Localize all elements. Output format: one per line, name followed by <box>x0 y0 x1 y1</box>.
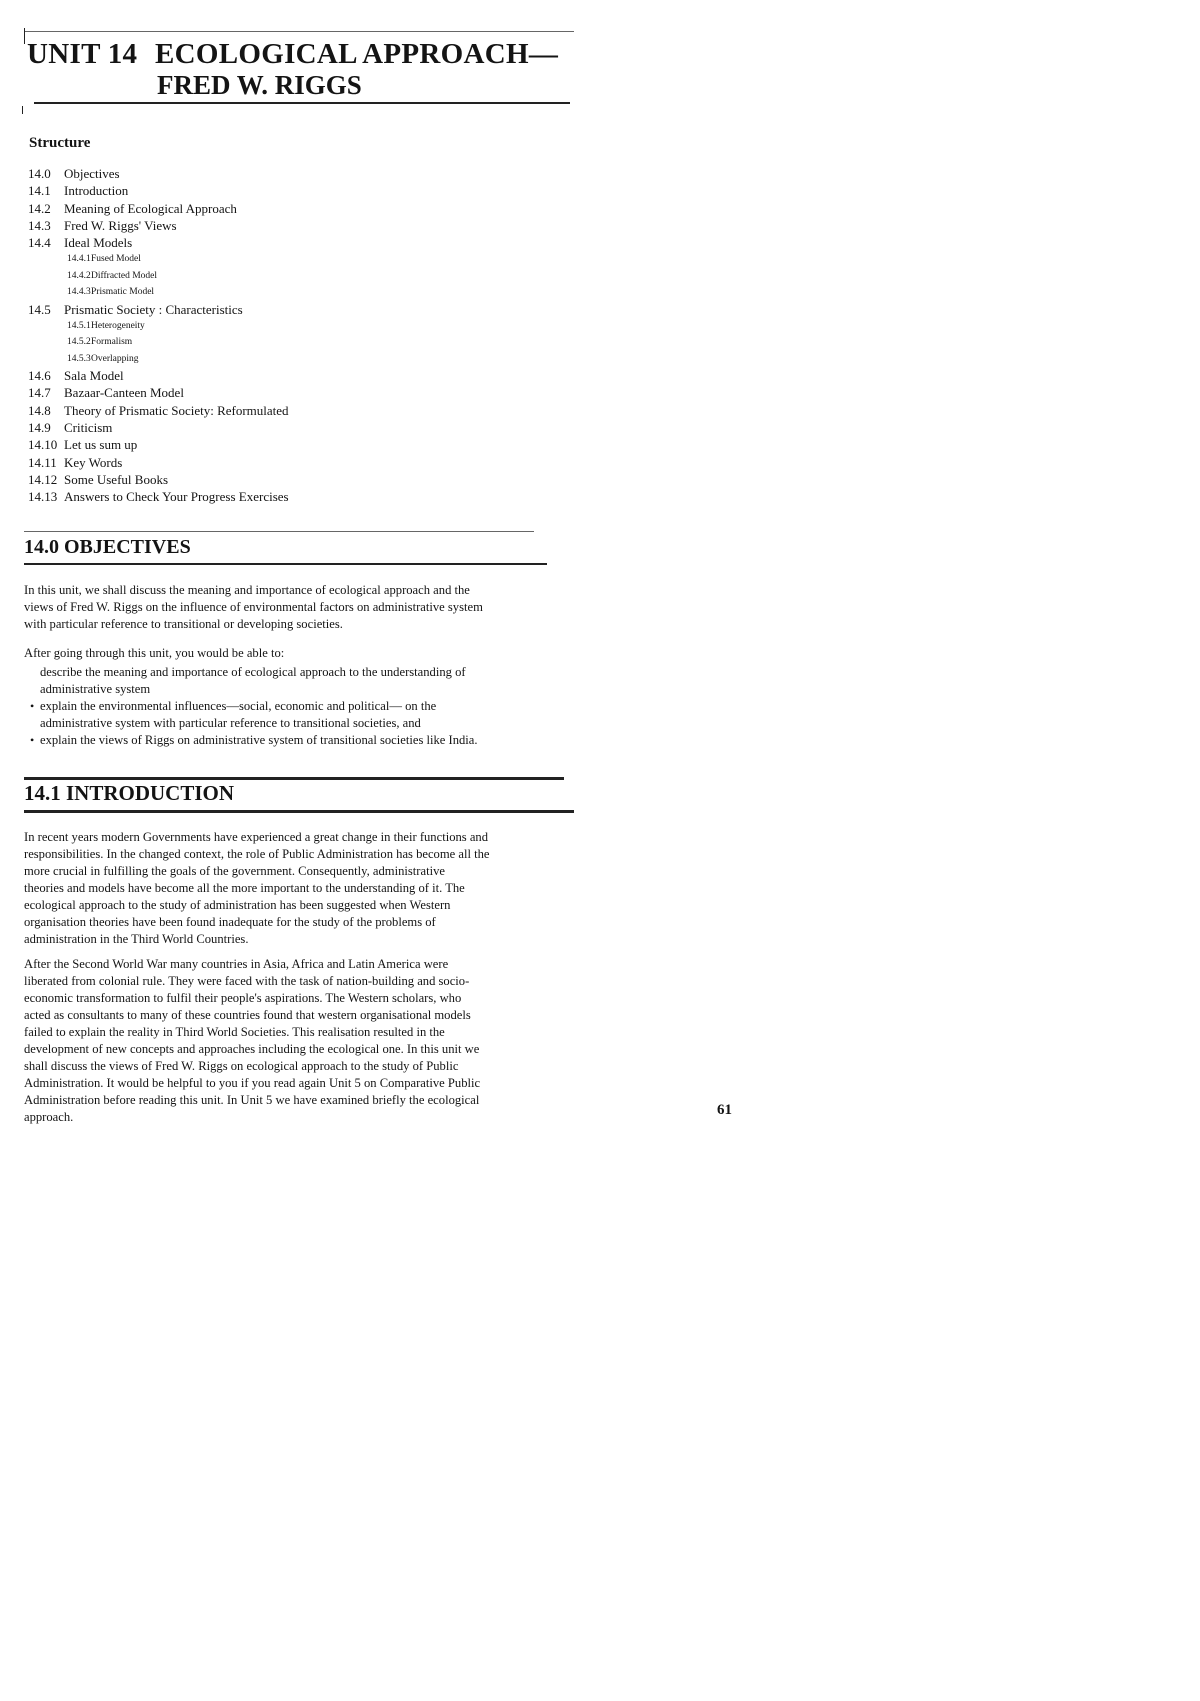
structure-subitem <box>28 268 289 284</box>
structure-item <box>28 217 289 234</box>
objectives-lead-in: After going through this unit, you would be able to: <box>24 646 285 660</box>
paragraph-line: After the Second World War many countries in Asia, Africa and Latin America were <box>24 957 449 971</box>
structure-item-label: Fred W. Riggs' Views <box>64 217 177 233</box>
paragraph-line: In this unit, we shall discuss the meaning and importance of ecological approach and the <box>24 583 470 597</box>
structure-item-number: 14.5.3 <box>67 353 91 364</box>
structure-item-label: Fused Model <box>91 254 141 265</box>
paragraph-line: responsibilities. In the changed context, the role of Public Administration has become all the <box>24 847 490 861</box>
structure-item-label: Prismatic Society : Characteristics <box>64 301 243 317</box>
unit-title-line2: FRED W. RIGGS <box>157 70 362 100</box>
paragraph-line: views of Fred W. Riggs on the influence of environmental factors on administrative system <box>24 600 483 614</box>
paragraph-line: Administration. It would be helpful to you if you read again Unit 5 on Comparative Public <box>24 1076 481 1090</box>
objectives-bottom-rule <box>24 563 547 565</box>
structure-item-number: 14.6 <box>28 368 51 384</box>
bullet-line: explain the environmental influences—social, economic and political— on the <box>40 699 437 713</box>
bullet-icon: • <box>30 733 35 747</box>
structure-item-label: Prismatic Model <box>91 287 155 298</box>
structure-item-label: Objectives <box>64 166 120 181</box>
paragraph-line: acted as consultants to many of these countries found that western organisational models <box>24 1008 471 1022</box>
paragraph-line: organisation theories have been found inadequate for the study of the problems of <box>24 915 436 929</box>
structure-item-number: 14.10 <box>28 437 58 453</box>
structure-item-number: 14.4.2 <box>67 270 91 281</box>
unit-title-line1: ECOLOGICAL APPROACH— <box>155 38 559 70</box>
paragraph-line: administration in the Third World Countries. <box>24 932 249 946</box>
paragraph-line: shall discuss the views of Fred W. Riggs on ecological approach to the study of Public <box>24 1059 459 1073</box>
structure-item-label: Sala Model <box>64 368 124 384</box>
structure-item <box>28 384 289 401</box>
paragraph-line: theories and models have become all the more important to the understanding of it. The <box>24 881 465 895</box>
structure-item-number: 14.5.2 <box>67 337 91 348</box>
structure-list <box>28 165 289 506</box>
bullet-line: describe the meaning and importance of ecological approach to the understanding of <box>40 665 466 679</box>
objective-bullet <box>24 664 478 698</box>
structure-item-label: Formalism <box>91 337 133 348</box>
header-left-tick <box>24 28 25 44</box>
structure-item-label: Theory of Prismatic Society: Reformulated <box>64 402 289 418</box>
header-bottom-rule <box>34 102 570 104</box>
page-number: 61 <box>717 1102 732 1118</box>
structure-item <box>28 402 289 419</box>
structure-subitem <box>28 318 289 334</box>
header-top-rule <box>24 31 574 32</box>
structure-item-number: 14.5.1 <box>67 320 91 331</box>
structure-item-number: 14.0 <box>28 166 51 181</box>
bullet-icon: • <box>30 699 35 713</box>
structure-item-number: 14.12 <box>28 471 58 487</box>
objective-bullet <box>24 698 478 732</box>
unit-label: UNIT 14 <box>27 38 138 70</box>
structure-subitem <box>28 334 289 350</box>
structure-subitem <box>28 251 289 267</box>
paragraph-line: In recent years modern Governments have experienced a great change in their functions and <box>24 830 489 844</box>
structure-item-label: Key Words <box>64 454 123 470</box>
structure-item-number: 14.8 <box>28 402 51 418</box>
structure-item-label: Meaning of Ecological Approach <box>64 200 237 216</box>
structure-item-label: Let us sum up <box>64 437 138 453</box>
bullet-line: explain the views of Riggs on administrative system of transitional societies like India. <box>40 733 478 747</box>
bullet-line: administrative system <box>40 682 151 696</box>
structure-item-number: 14.4 <box>28 235 51 251</box>
structure-item-label: Diffracted Model <box>91 270 158 281</box>
structure-item-label: Overlapping <box>91 353 139 364</box>
introduction-paragraph-1 <box>24 829 490 948</box>
structure-item-number: 14.7 <box>28 385 51 401</box>
structure-item-label: Heterogeneity <box>91 320 145 331</box>
structure-item <box>28 301 289 318</box>
structure-item <box>28 471 289 488</box>
structure-item-number: 14.3 <box>28 217 51 233</box>
structure-item <box>28 367 289 384</box>
structure-item <box>28 454 289 471</box>
paragraph-line: approach. <box>24 1110 74 1124</box>
structure-item-label: Some Useful Books <box>64 471 168 487</box>
objectives-bullets <box>24 664 478 749</box>
structure-item <box>28 182 289 199</box>
objectives-intro <box>24 582 483 633</box>
structure-item <box>28 419 289 436</box>
paragraph-line: more crucial in fulfilling the goals of the government. Consequently, administrative <box>24 864 445 878</box>
paragraph-line: economic transformation to fulfil their people's aspirations. The Western scholars, who <box>24 991 462 1005</box>
structure-item-number: 14.1 <box>28 183 51 199</box>
structure-subitem <box>28 351 289 367</box>
structure-item-label: Introduction <box>64 183 129 199</box>
structure-item-number: 14.2 <box>28 200 51 216</box>
objective-bullet <box>24 732 478 749</box>
structure-item <box>28 200 289 217</box>
structure-item <box>28 436 289 453</box>
structure-item-number: 14.5 <box>28 301 51 317</box>
paragraph-line: ecological approach to the study of administration has been suggested when Western <box>24 898 451 912</box>
introduction-bottom-rule <box>24 810 574 813</box>
paragraph-line: development of new concepts and approaches including the ecological one. In this unit we <box>24 1042 480 1056</box>
paragraph-line: with particular reference to transitional or developing societies. <box>24 617 343 631</box>
structure-item <box>28 165 289 182</box>
structure-item <box>28 488 289 505</box>
structure-heading: Structure <box>29 135 91 151</box>
objectives-top-rule <box>24 531 534 532</box>
structure-item-label: Answers to Check Your Progress Exercises <box>64 489 289 505</box>
structure-item-label: Criticism <box>64 420 113 436</box>
header-left-tick-lower <box>22 106 23 114</box>
paragraph-line: Administration before reading this unit. In Unit 5 we have examined briefly the ecological <box>24 1093 480 1107</box>
introduction-top-rule <box>24 777 564 780</box>
introduction-heading: 14.1 INTRODUCTION <box>24 781 235 805</box>
paragraph-line: failed to explain the reality in Third World Societies. This realisation resulted in the <box>24 1025 445 1039</box>
objectives-heading: 14.0 OBJECTIVES <box>24 536 191 558</box>
unit-title <box>27 38 558 70</box>
structure-subitem <box>28 284 289 300</box>
bullet-line: administrative system with particular reference to transitional societies, and <box>40 716 421 730</box>
paragraph-line: liberated from colonial rule. They were faced with the task of nation-building and socio- <box>24 974 470 988</box>
structure-item-label: Bazaar-Canteen Model <box>64 385 184 401</box>
introduction-paragraph-2 <box>24 956 480 1126</box>
structure-item-number: 14.13 <box>28 489 58 505</box>
structure-item-number: 14.11 <box>28 454 57 470</box>
structure-item-number: 14.9 <box>28 420 51 436</box>
structure-item-number: 14.4.3 <box>67 287 91 298</box>
structure-item <box>28 234 289 251</box>
structure-item-number: 14.4.1 <box>67 254 91 265</box>
structure-item-label: Ideal Models <box>64 235 133 251</box>
